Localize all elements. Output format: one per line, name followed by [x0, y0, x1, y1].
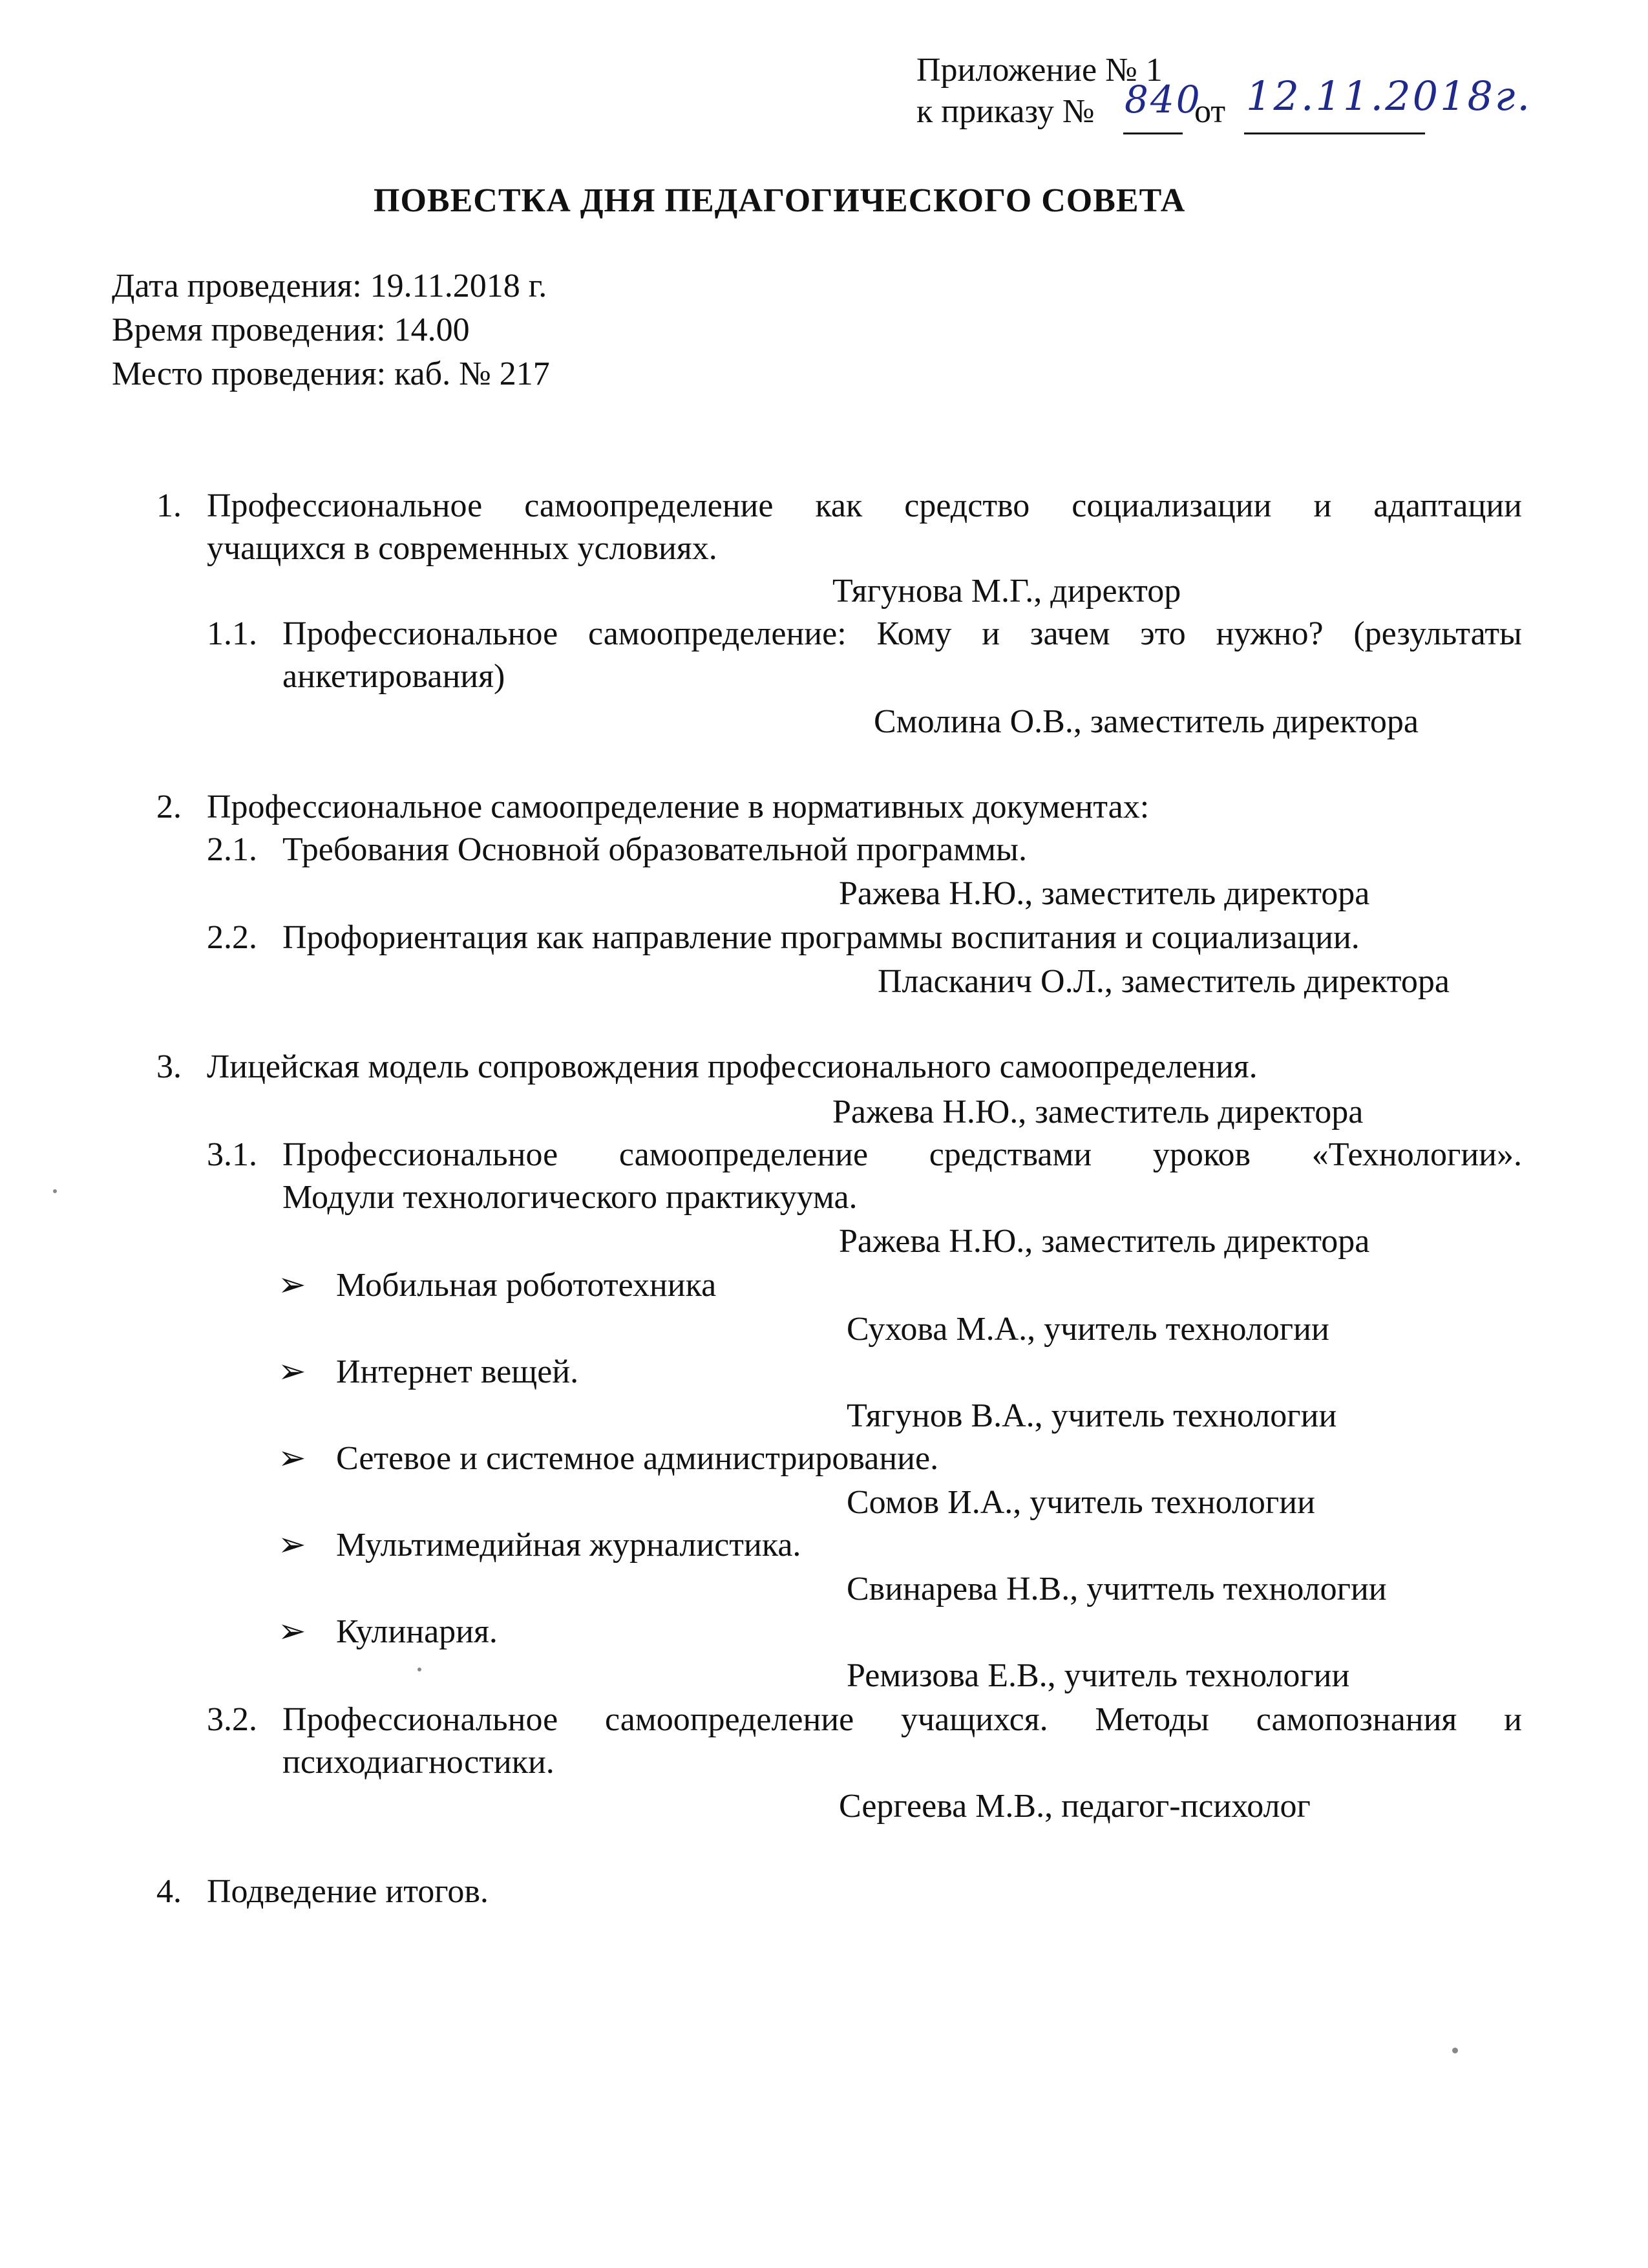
meeting-place: Место проведения: каб. № 217	[112, 355, 550, 392]
subitem-speaker: Пласканич О.Л., заместитель директора	[878, 963, 1450, 1000]
bullet-arrow-icon: ➢	[278, 1267, 306, 1304]
bullet-speaker: Свинарева Н.В., учиттель технологии	[847, 1571, 1387, 1607]
item-text: Лицейская модель сопровождения профессионального самоопределения.	[207, 1048, 1258, 1085]
subitem-text: Профессиональное самоопределение учащихся. Методы самопознания и	[282, 1701, 1522, 1738]
bullet-label: Интернет вещей.	[336, 1353, 579, 1390]
subitem-text-cont: Модули технологического практикуума.	[282, 1179, 858, 1216]
item-text: Профессиональное самоопределение как средство социализации и адаптации	[207, 487, 1522, 524]
item-speaker: Тягунова М.Г., директор	[832, 573, 1181, 609]
bullet-arrow-icon: ➢	[278, 1353, 306, 1390]
item-number: 2.	[156, 789, 182, 825]
order-number-handwritten: 840	[1125, 78, 1202, 122]
bullet-speaker: Сомов И.А., учитель технологии	[847, 1484, 1315, 1521]
order-date-underline	[1244, 132, 1425, 134]
subitem-speaker: Ражева Н.Ю., заместитель директора	[839, 1223, 1370, 1260]
subitem-number: 3.2.	[207, 1701, 257, 1738]
bullet-speaker: Сухова М.А., учитель технологии	[847, 1311, 1329, 1348]
bullet-arrow-icon: ➢	[278, 1527, 306, 1563]
bullet-arrow-icon: ➢	[278, 1613, 306, 1650]
subitem-text: Профориентация как направление программы воспитания и социализации.	[282, 919, 1360, 956]
subitem-speaker: Ражева Н.Ю., заместитель директора	[839, 875, 1370, 912]
order-prefix: к приказу №	[916, 93, 1095, 130]
subitem-speaker: Смолина О.В., заместитель директора	[874, 703, 1419, 740]
scan-speck	[1452, 2048, 1458, 2053]
subitem-text: Требования Основной образовательной программы.	[282, 831, 1027, 868]
item-text-cont: учащихся в современных условиях.	[207, 530, 717, 567]
order-from: от	[1194, 93, 1226, 130]
item-speaker: Ражева Н.Ю., заместитель директора	[832, 1094, 1364, 1130]
order-date-handwritten: 12.11.2018г.	[1246, 72, 1532, 120]
scan-speck	[417, 1668, 421, 1671]
item-number: 1.	[156, 487, 182, 524]
subitem-text-cont: анкетирования)	[282, 658, 505, 695]
item-text: Подведение итогов.	[207, 1873, 489, 1910]
subitem-number: 1.1.	[207, 615, 257, 652]
subitem-number: 3.1.	[207, 1136, 257, 1173]
item-number: 3.	[156, 1048, 182, 1085]
bullet-speaker: Ремизова Е.В., учитель технологии	[847, 1657, 1350, 1694]
subitem-text-cont: психодиагностики.	[282, 1744, 555, 1781]
bullet-label: Кулинария.	[336, 1613, 498, 1650]
order-number-underline	[1123, 132, 1183, 134]
meeting-time: Время проведения: 14.00	[112, 312, 470, 348]
subitem-text: Профессиональное самоопределение: Кому и зачем это нужно? (результаты	[282, 615, 1522, 652]
bullet-speaker: Тягунов В.А., учитель технологии	[847, 1397, 1337, 1434]
appendix-line: Приложение № 1	[916, 52, 1163, 89]
bullet-label: Мобильная робототехника	[336, 1267, 717, 1304]
subitem-number: 2.1.	[207, 831, 257, 868]
meeting-date: Дата проведения: 19.11.2018 г.	[112, 268, 547, 304]
subitem-speaker: Сергеева М.В., педагог-психолог	[839, 1788, 1311, 1825]
subitem-text: Профессиональное самоопределение средствами уроков «Технологии».	[282, 1136, 1522, 1173]
scan-speck	[53, 1189, 57, 1193]
bullet-label: Сетевое и системное администрирование.	[336, 1440, 939, 1477]
item-text: Профессиональное самоопределение в нормативных документах:	[207, 789, 1150, 825]
page-title: ПОВЕСТКА ДНЯ ПЕДАГОГИЧЕСКОГО СОВЕТА	[374, 182, 1186, 219]
subitem-number: 2.2.	[207, 919, 257, 956]
bullet-arrow-icon: ➢	[278, 1440, 306, 1477]
bullet-label: Мультимедийная журналистика.	[336, 1527, 801, 1563]
item-number: 4.	[156, 1873, 182, 1910]
